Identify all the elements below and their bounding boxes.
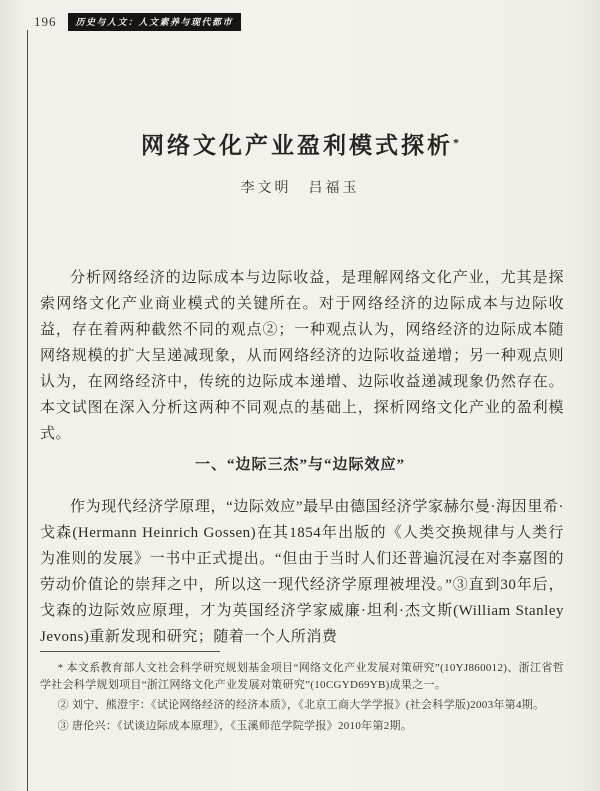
page-header — [34, 13, 241, 31]
footnote-1: * 本文系教育部人文社会科学研究规划基金项目“网络文化产业发展对策研究”(10YJ860012)、浙江省哲学社会科学规划项目“浙江网络文化产业发展对策研究”(10CGYD69YB)成果之一。 — [40, 662, 564, 691]
article-title: 网络文化产业盈利模式探析 — [141, 133, 453, 158]
body-paragraph-1: 分析网络经济的边际成本与边际收益，是理解网络文化产业，尤其是探索网络文化产业商业模式的关键所在。对于网络经济的边际成本与边际收益，存在着两种截然不同的观点②；一种观点认为，网络经济的边际成本随网络规模的扩大呈递减现象，从而网络经济的边际收益递增；另一种观点则认为，在网络经济中，传统的边际成本递增、边际收益递减现象仍然存在。本文试图在深入分析这两种不同观点的基础上，探析网络文化产业的盈利模式。 — [40, 270, 564, 442]
running-header-bar: 历史与人文：人文素养与现代都市 — [68, 13, 242, 31]
footnote-block — [40, 651, 564, 738]
article-authors: 李文明 吕福玉 — [240, 181, 360, 196]
title-footnote-mark: * — [453, 135, 459, 150]
title-block — [0, 127, 600, 160]
section-heading-1: 一、“边际三杰”与“边际效应” — [194, 457, 405, 473]
footnote-3: ③ 唐伦兴：《试谈边际成本原理》，《玉溪师范学院学报》2010年第2期。 — [57, 719, 413, 732]
footnote-2: ② 刘宁、熊澄宇：《试论网络经济的经济本质》，《北京工商大学学报》(社会科学版)2003年第4期。 — [57, 699, 545, 711]
footnote-separator-rule — [40, 651, 220, 652]
body-paragraph-2: 作为现代经济学原理，“边际效应”最早由德国经济学家赫尔曼·海因里希·戈森(Hermann Heinrich Gossen)在其1854年出版的《人类交换规律与人类行为准则的发展》一书中正式提出。“但由于当时人们还普遍沉浸在对李嘉图的劳动价值论的崇拜之中，所以这一现代经济学原理被埋没。”③直到30年后，戈森的边际效应原理，才为英国经济学家威廉·坦利·杰文斯(William Stanley Jevons)重新发现和研究；随着一个人所消费 — [40, 499, 564, 645]
page-number: 196 — [34, 14, 57, 29]
